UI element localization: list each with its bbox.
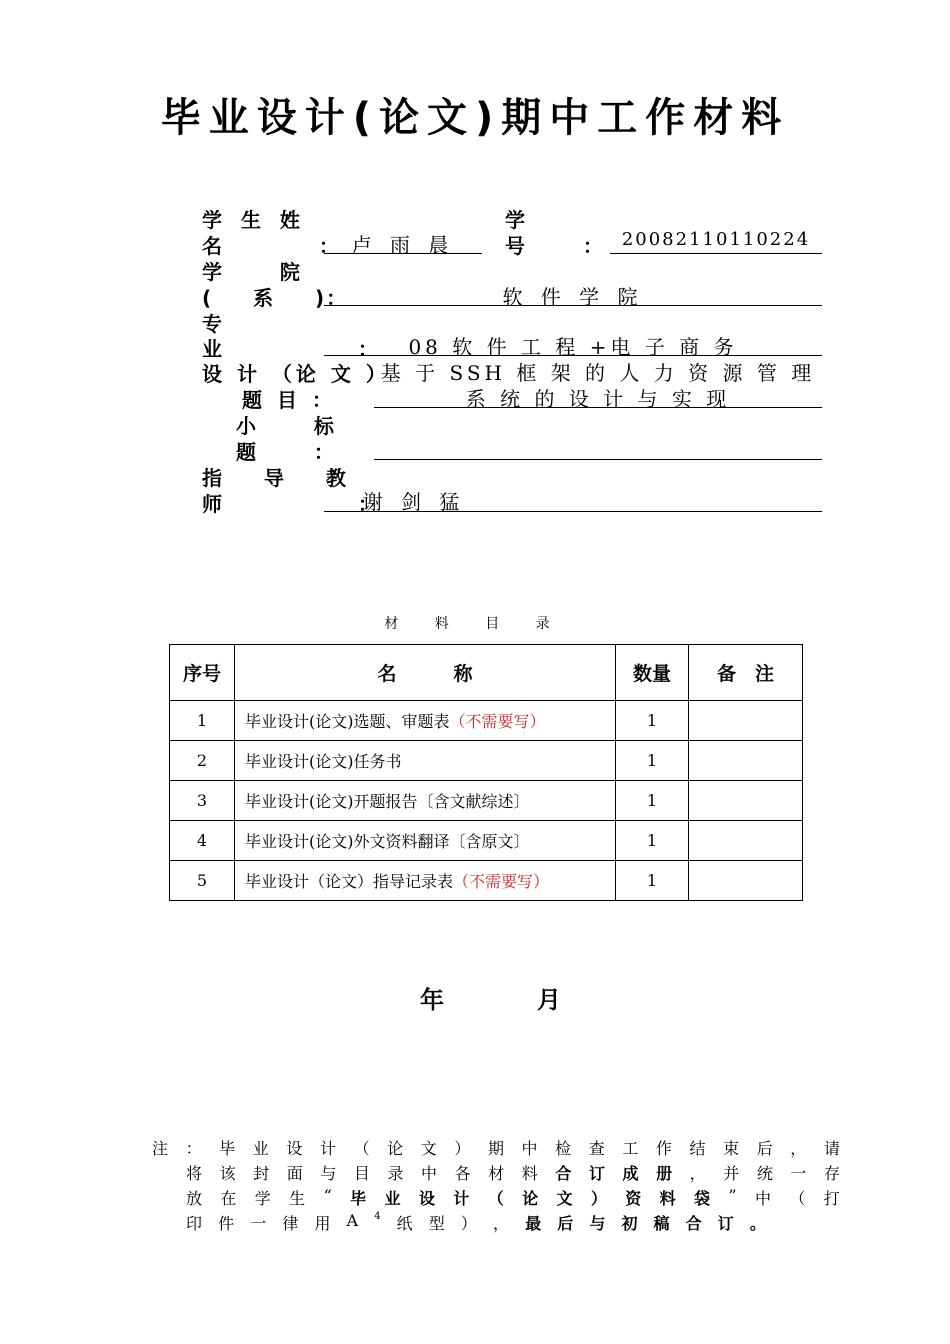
footnote-char: ， bbox=[689, 1164, 706, 1183]
footnote-char: 计 bbox=[319, 1139, 336, 1158]
footnote-char: 用 bbox=[314, 1214, 331, 1233]
footnote-char: 后 bbox=[557, 1214, 574, 1233]
student-id-value: 20082110110224 bbox=[621, 229, 811, 250]
topic-value-line1: 基 于 SSH 框 架 的 人 力 资 源 管 理 bbox=[380, 361, 816, 385]
footnote-char: 与 bbox=[320, 1164, 337, 1183]
id-label-line1: 学 bbox=[505, 208, 525, 232]
footnote-char: 作 bbox=[655, 1139, 672, 1158]
name-label-line2: 名 ： bbox=[202, 234, 345, 258]
footnote-char: （ bbox=[789, 1189, 806, 1208]
subtitle-label-line2: 题 ： bbox=[236, 440, 340, 464]
footnote-char: 录 bbox=[387, 1164, 404, 1183]
footnote-char: 检 bbox=[555, 1139, 572, 1158]
footnote-char: 学 bbox=[254, 1189, 271, 1208]
row-name: 毕业设计（论文）指导记录表 bbox=[245, 872, 454, 891]
footnote-char: 查 bbox=[588, 1139, 605, 1158]
major-value: 08 软 件 工 程 +电 子 商 务 bbox=[408, 335, 738, 359]
footnote-char: 合 bbox=[555, 1164, 572, 1183]
table-row bbox=[170, 821, 803, 861]
header-note: 备 注 bbox=[689, 645, 803, 701]
footnote-char: ， bbox=[493, 1214, 510, 1233]
footnote-char: ： bbox=[185, 1139, 202, 1158]
footnote-char: 袋 bbox=[694, 1189, 711, 1208]
row-qty: 1 bbox=[616, 701, 689, 741]
header-name: 名 称 bbox=[235, 645, 616, 701]
footnote-char: 期 bbox=[487, 1139, 504, 1158]
subtitle-label-line1: 小 标 bbox=[236, 414, 340, 438]
footnote-char: 成 bbox=[622, 1164, 639, 1183]
footnote-char: ） bbox=[460, 1214, 477, 1233]
footnote-char: 将 bbox=[186, 1164, 203, 1183]
row-name: 毕业设计(论文)外文资料翻译〔含原文〕 bbox=[245, 832, 530, 851]
table-row bbox=[170, 741, 803, 781]
footnote-char: 在 bbox=[220, 1189, 237, 1208]
footnote-char: “ bbox=[323, 1186, 332, 1205]
page-title: 毕业设计(论文)期中工作材料 bbox=[160, 95, 790, 141]
footnote-char: 统 bbox=[756, 1164, 773, 1183]
table-row bbox=[170, 781, 803, 821]
row-index: 1 bbox=[170, 701, 235, 741]
footnote-char: 材 bbox=[488, 1164, 505, 1183]
footnote-char: ” bbox=[728, 1186, 737, 1205]
footnote-char: 纸 bbox=[396, 1214, 413, 1233]
row-name-cell bbox=[235, 861, 616, 901]
footnote-char: 中 bbox=[421, 1164, 438, 1183]
row-name-cell bbox=[235, 741, 616, 781]
footnote-char: 工 bbox=[622, 1139, 639, 1158]
footnote-char: 放 bbox=[186, 1189, 203, 1208]
header-index: 序号 bbox=[170, 645, 235, 701]
row-name-cell bbox=[235, 821, 616, 861]
footnote-char: 存 bbox=[823, 1164, 840, 1183]
footnote-line3 bbox=[186, 1186, 840, 1209]
row-name-cell bbox=[235, 781, 616, 821]
footnote-char: 文 bbox=[420, 1139, 437, 1158]
advisor-label-line2: 师 ： bbox=[202, 492, 384, 516]
footnote-char: 生 bbox=[289, 1189, 306, 1208]
footnote-char: 文 bbox=[556, 1189, 573, 1208]
header-qty: 数量 bbox=[616, 645, 689, 701]
name-label-line1: 学 生 姓 bbox=[202, 208, 306, 232]
footnote-char: 初 bbox=[621, 1214, 638, 1233]
footnote-char: 毕 bbox=[219, 1139, 236, 1158]
college-label-line2: ( 系 )： bbox=[202, 286, 349, 310]
college-label-line1: 学 院 bbox=[202, 260, 306, 284]
footnote-char: 业 bbox=[252, 1139, 269, 1158]
footnote-char: 各 bbox=[454, 1164, 471, 1183]
row-note bbox=[689, 701, 803, 741]
advisor-label-line1: 指 导 教 bbox=[202, 466, 348, 490]
footnote-char: （ bbox=[353, 1139, 370, 1158]
row-flag: （不需要写） bbox=[453, 872, 550, 891]
footnote-char: 打 bbox=[823, 1189, 840, 1208]
footnote-char: 封 bbox=[253, 1164, 270, 1183]
footnote-char: 后 bbox=[756, 1139, 773, 1158]
footnote-char: 设 bbox=[418, 1189, 435, 1208]
footnote-char: 册 bbox=[656, 1164, 673, 1183]
id-underline bbox=[610, 253, 822, 254]
footnote-line1 bbox=[152, 1136, 840, 1159]
footnote-char: 型 bbox=[428, 1214, 445, 1233]
topic-label-line1: 设 计 （论 文 ） bbox=[202, 362, 390, 386]
topic-label-line2: 题 目 ： bbox=[242, 388, 336, 412]
major-underline bbox=[324, 355, 822, 356]
footnote-char: 料 bbox=[521, 1164, 538, 1183]
row-qty: 1 bbox=[616, 821, 689, 861]
footnote-char: 订 bbox=[717, 1214, 734, 1233]
footnote-char: 一 bbox=[790, 1164, 807, 1183]
footnote-char: A bbox=[346, 1211, 359, 1230]
advisor-value: 谢 剑 猛 bbox=[362, 490, 466, 514]
footnote-char: 面 bbox=[286, 1164, 303, 1183]
footnote-char: 中 bbox=[754, 1189, 771, 1208]
materials-table bbox=[169, 644, 803, 901]
college-underline bbox=[324, 305, 822, 306]
row-qty: 1 bbox=[616, 861, 689, 901]
row-note bbox=[689, 821, 803, 861]
advisor-underline bbox=[324, 511, 822, 512]
footnote-char: 订 bbox=[588, 1164, 605, 1183]
footnote-char: 毕 bbox=[350, 1189, 367, 1208]
name-underline bbox=[324, 253, 482, 254]
subtitle-underline bbox=[374, 459, 822, 460]
table-header-row bbox=[170, 645, 803, 701]
footnote-char: 业 bbox=[384, 1189, 401, 1208]
footnote-char: 印 bbox=[186, 1214, 203, 1233]
footnote-char: 请 bbox=[823, 1139, 840, 1158]
row-name: 毕业设计(论文)开题报告〔含文献综述〕 bbox=[245, 792, 530, 811]
row-note bbox=[689, 781, 803, 821]
footnote-char: 目 bbox=[353, 1164, 370, 1183]
row-qty: 1 bbox=[616, 781, 689, 821]
topic-value-line2: 系 统 的 设 计 与 实 现 bbox=[465, 387, 731, 411]
row-index: 3 bbox=[170, 781, 235, 821]
footnote-char: ， bbox=[790, 1139, 807, 1158]
row-name: 毕业设计(论文)选题、审题表 bbox=[245, 712, 450, 731]
footnote-char: ） bbox=[454, 1139, 471, 1158]
row-index: 2 bbox=[170, 741, 235, 781]
name-value: 卢 雨 晨 bbox=[351, 233, 455, 257]
footnote-line4 bbox=[186, 1211, 766, 1234]
row-index: 5 bbox=[170, 861, 235, 901]
footnote-char: 论 bbox=[522, 1189, 539, 1208]
row-index: 4 bbox=[170, 821, 235, 861]
footnote-char: 料 bbox=[659, 1189, 676, 1208]
footnote-char: 律 bbox=[282, 1214, 299, 1233]
month-label: 月 bbox=[537, 986, 561, 1014]
footnote-char: 该 bbox=[219, 1164, 236, 1183]
materials-caption: 材 料 目 录 bbox=[384, 616, 566, 632]
footnote-char: 。 bbox=[749, 1214, 766, 1233]
row-flag: （不需要写） bbox=[449, 712, 546, 731]
footnote-char: 结 bbox=[689, 1139, 706, 1158]
footnote-char: 4 bbox=[374, 1211, 381, 1222]
footnote-char: 计 bbox=[453, 1189, 470, 1208]
footnote-char: 注 bbox=[152, 1139, 169, 1158]
year-label: 年 bbox=[420, 986, 444, 1014]
major-label-line1: 专 bbox=[202, 312, 222, 336]
footnote-char: ） bbox=[590, 1189, 607, 1208]
footnote-char: 件 bbox=[218, 1214, 235, 1233]
footnote-char: 设 bbox=[286, 1139, 303, 1158]
footnote-char: 束 bbox=[723, 1139, 740, 1158]
major-label-line2: 业 ： bbox=[202, 337, 384, 361]
footnote-line2 bbox=[186, 1161, 840, 1184]
footnote-char: 一 bbox=[250, 1214, 267, 1233]
topic-underline bbox=[374, 407, 822, 408]
row-name-cell bbox=[235, 701, 616, 741]
row-name: 毕业设计(论文)任务书 bbox=[245, 752, 402, 771]
id-label-line2: 号 ： bbox=[505, 234, 609, 258]
footnote-char: 最 bbox=[525, 1214, 542, 1233]
footnote-char: 资 bbox=[625, 1189, 642, 1208]
footnote-char: 稿 bbox=[653, 1214, 670, 1233]
footnote-char: 与 bbox=[589, 1214, 606, 1233]
footnote-char: 中 bbox=[521, 1139, 538, 1158]
footnote-char: 合 bbox=[685, 1214, 702, 1233]
footnote-char: （ bbox=[487, 1189, 504, 1208]
table-row bbox=[170, 701, 803, 741]
footnote-char: 并 bbox=[723, 1164, 740, 1183]
footnote-char: 论 bbox=[387, 1139, 404, 1158]
row-note bbox=[689, 861, 803, 901]
row-qty: 1 bbox=[616, 741, 689, 781]
row-note bbox=[689, 741, 803, 781]
table-row bbox=[170, 861, 803, 901]
college-value: 软 件 学 院 bbox=[502, 285, 644, 309]
